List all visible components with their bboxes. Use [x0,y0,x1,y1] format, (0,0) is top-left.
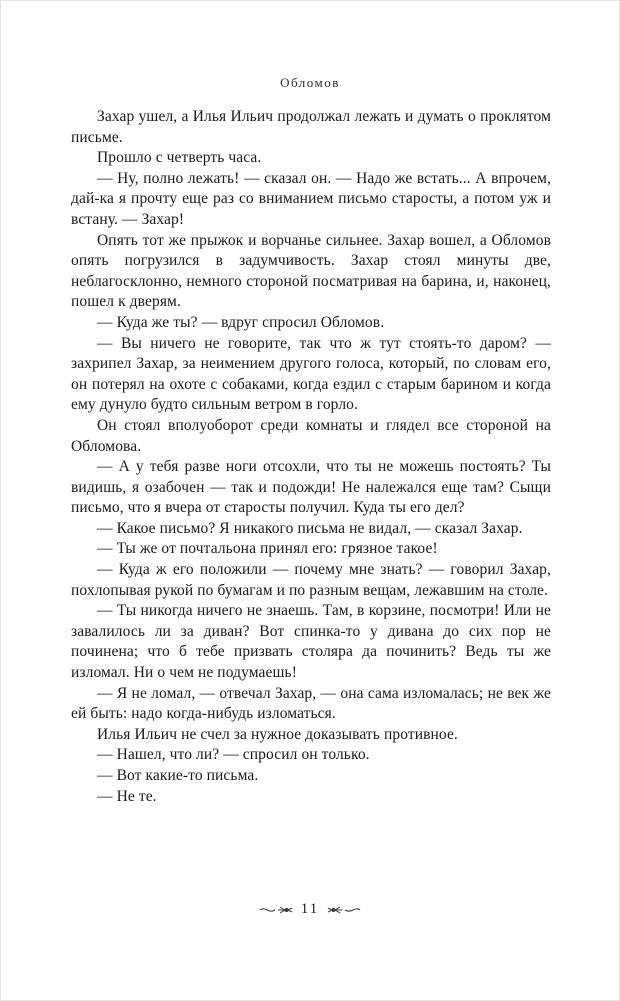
paragraph: — Куда же ты? — вдруг спросил Обломов. [97,313,385,331]
paragraph: Захар ушел, а Илья Ильич продолжал лежать и думать о проклятом письме. [71,108,551,146]
running-title: Обломов [280,75,340,90]
paragraph: — Вот какие-то письма. [97,767,259,784]
paragraph: Он стоял вполуоборот среди комнаты и глядел все стороной на Обломова. [71,416,551,455]
paragraph: — Я не ломал, — отвечал Захар, — она сама изломалась; не век же ей быть: надо когда-нибудь изломаться. [71,684,551,723]
page-footer [1,901,619,918]
paragraph: — Какое письмо? Я никакого письма не видал, — сказал Захар. [97,519,523,537]
paragraph: — Нашел, что ли? — спросил он только. [97,746,370,764]
paragraph: Опять тот же прыжок и ворчанье сильнее. Захар вошел, а Обломов опять погрузился в задумчивость. Захар стоял минуты две, неблагосклонно, немного стороной посматривая на барина, и, наконец, пошел к дверям. [71,231,551,311]
paragraph: — Ну, полно лежать! — сказал он. — Надо же встать... А впрочем, дай-ка я прочту еще раз со вниманием письмо старосты, а потом уж и встану. — Захар! [71,169,551,228]
footer-fleuron-right-icon [327,904,361,916]
paragraph: — Ты никогда ничего не знаешь. Там, в корзине, посмотри! Или не завалилось ли за диван? Вот спинка-то у дивана до сих пор не починена; что б тебе призвать столяра да починить? Ведь ты же изломал. Ни о чем не подумаешь! [71,602,551,682]
text-block [71,107,551,807]
paragraph: — А у тебя разве ноги отсохли, что ты не можешь постоять? Ты видишь, я озабочен — так и подожди! Не належался еще там? Сыщи письмо, что я вчера от старосты получил. Куда ты его дел? [71,458,551,517]
paragraph: — Вы ничего не говорите, так что ж тут стоять-то даром? — захрипел Захар, за неимением другого голоса, который, по словам его, он потерял на охоте с собаками, когда ездил с старым барином и когда ему дунуло будто сильным ветром в горло. [71,334,551,414]
footer-fleuron-left-icon [259,904,293,916]
paragraph: — Не те. [97,787,157,805]
paragraph: Илья Ильич не счел за нужное доказывать противное. [97,725,458,743]
paragraph: — Куда ж его положили — почему мне знать? — говорил Захар, похлопывая рукой по бумагам и по разным вещам, лежавшим на столе. [71,561,551,599]
paragraph: — Ты же от почтальона принял его: грязное такое! [97,540,438,558]
paragraph: Прошло с четверть часа. [97,149,262,167]
page-number: 11 [300,901,320,917]
